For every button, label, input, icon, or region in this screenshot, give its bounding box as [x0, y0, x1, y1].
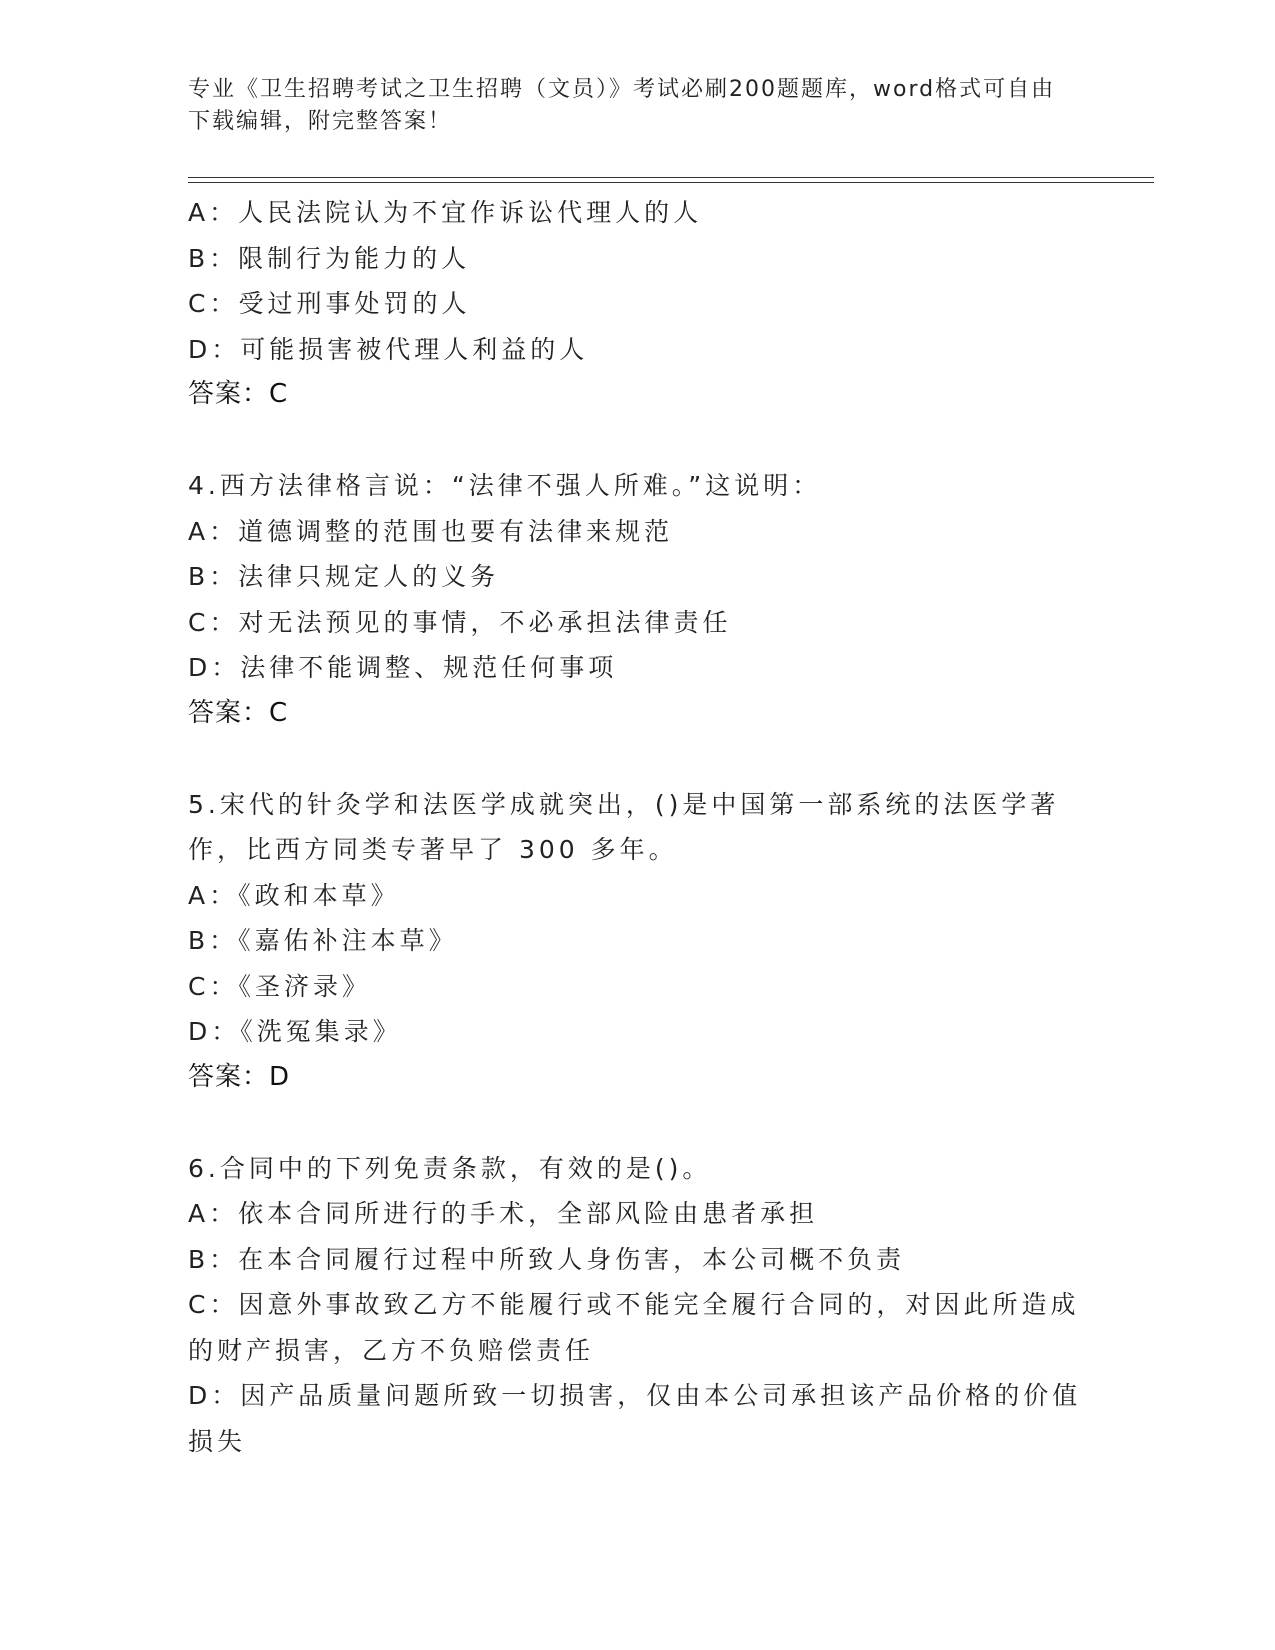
- option-d: D：《洗冤集录》: [188, 1017, 402, 1046]
- question-stem-line-2: 作，比西方同类专著早了 300 多年。: [188, 835, 678, 864]
- option-b: B：《嘉佑补注本草》: [188, 926, 458, 955]
- answer-line: 答案：C: [188, 697, 289, 728]
- option-b: B：法律只规定人的义务: [188, 562, 500, 591]
- question-5: [188, 782, 1088, 1101]
- question-stem: 6.合同中的下列免责条款，有效的是()。: [188, 1153, 712, 1183]
- option-a: A：《政和本草》: [188, 880, 400, 910]
- option-c: C：受过刑事处罚的人: [188, 289, 471, 318]
- answer-line: 答案：D: [188, 1061, 291, 1092]
- option-c-line-1: C：因意外事故致乙方不能履行或不能完全履行合同的，对因此所造成: [188, 1290, 1080, 1319]
- option-d-line-1: D：因产品质量问题所致一切损害，仅由本公司承担该产品价格的价值: [188, 1381, 1082, 1410]
- header-divider-top: [188, 177, 1154, 178]
- option-d-line-2: 损失: [188, 1426, 247, 1456]
- question-4: [188, 463, 1088, 736]
- option-b: B：在本合同履行过程中所致人身伤害，本公司概不负责: [188, 1244, 906, 1274]
- spacer: [188, 736, 1088, 782]
- question-3-continued: [188, 190, 1088, 418]
- spacer: [188, 1100, 1088, 1146]
- option-c-line-2: 的财产损害，乙方不负赔偿责任: [188, 1335, 595, 1365]
- spacer: [188, 418, 1088, 464]
- option-d: D：可能损害被代理人利益的人: [188, 334, 589, 364]
- option-d: D：法律不能调整、规范任何事项: [188, 653, 618, 682]
- document-header: 专业《卫生招聘考试之卫生招聘（文员）》考试必刷200题题库，word格式可自由下载编辑，附完整答案！: [188, 77, 1056, 134]
- option-c: C：对无法预见的事情，不必承担法律责任: [188, 607, 732, 637]
- option-a: A：人民法院认为不宜作诉讼代理人的人: [188, 198, 703, 227]
- option-a: A：道德调整的范围也要有法律来规范: [188, 516, 674, 546]
- answer-line: 答案：C: [188, 379, 289, 409]
- question-6: [188, 1146, 1088, 1465]
- question-stem-line-1: 5.宋代的针灸学和法医学成就突出，()是中国第一部系统的法医学著: [188, 789, 1060, 819]
- question-stem: 4.西方法律格言说：“法律不强人所难。”这说明：: [188, 471, 822, 500]
- question-list: [188, 190, 1088, 1464]
- option-a: A：依本合同所进行的手术，全部风险由患者承担: [188, 1199, 819, 1228]
- option-b: B：限制行为能力的人: [188, 243, 471, 273]
- option-c: C：《圣济录》: [188, 971, 371, 1001]
- header-divider-bottom: [188, 182, 1154, 183]
